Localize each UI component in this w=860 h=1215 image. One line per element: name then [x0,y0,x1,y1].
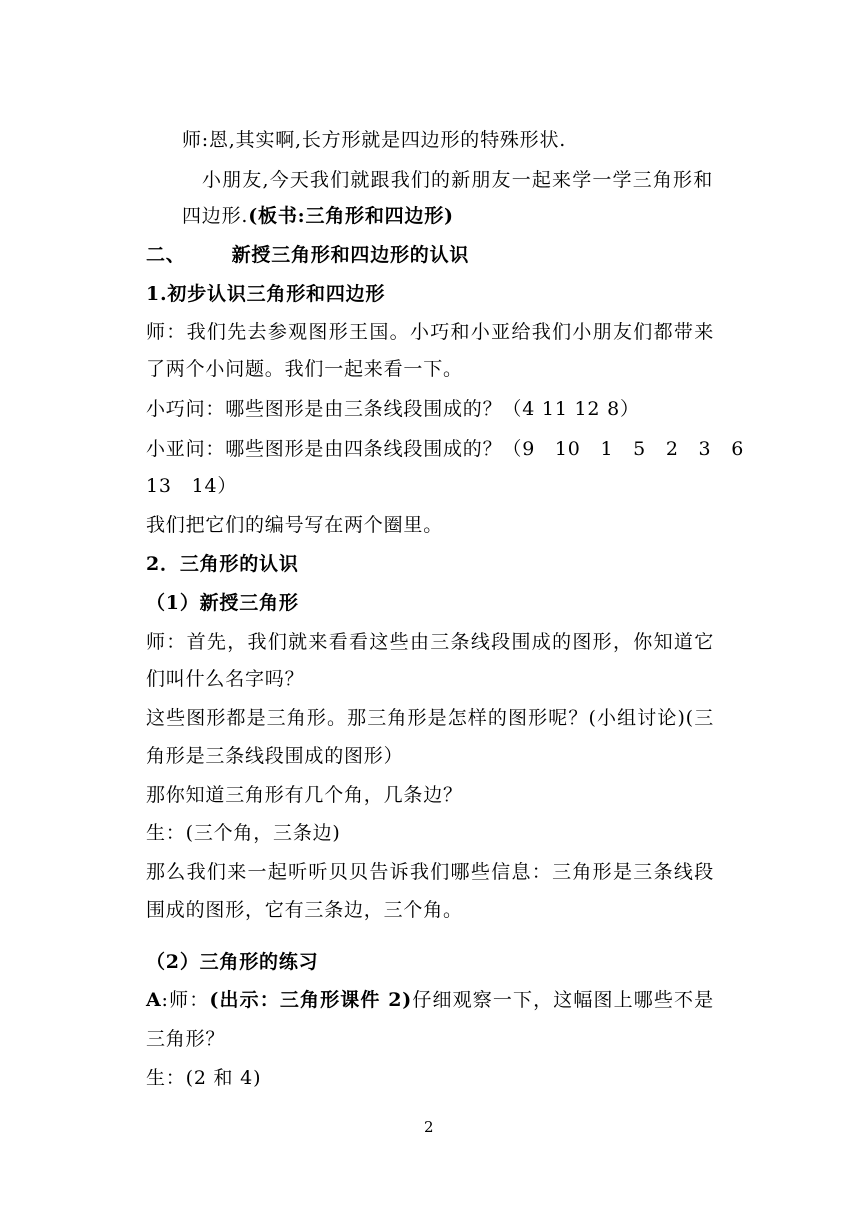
text-line [146,898,463,922]
text-line [146,667,304,691]
text-segment: 小朋友,今天我们就跟我们的新朋友一起来学一学三角形和 [202,169,713,191]
text-segment: 生：(2 和 4) [146,1067,262,1089]
text-line [146,630,714,654]
text-line [146,243,469,267]
text-segment: （2）三角形的练习 [146,951,319,973]
text-line [146,513,443,537]
text-line [146,282,385,306]
text-segment: 们叫什么名字吗？ [146,668,305,690]
text-line [146,320,714,344]
text-line [146,357,463,381]
text-line [146,988,714,1012]
text-segment: 三角形？ [146,1028,226,1050]
text-line [146,552,299,576]
text-segment: (出示：三角形课件 2) [209,989,413,1011]
text-line [146,860,714,884]
text-segment: A [146,989,162,1011]
text-segment: :师： [161,989,210,1011]
text-segment: 那么我们来一起听听贝贝告诉我们哪些信息：三角形是三条线段 [146,861,714,883]
page-number: 2 [424,1118,434,1136]
text-segment: 生：(三个角，三条边) [146,822,341,844]
text-line [182,128,566,152]
text-segment: 新授三角形和四边形的认识 [231,244,470,266]
text-segment: （1）新授三角形 [146,592,299,614]
text-segment: 角形是三条线段围成的图形） [146,745,404,767]
text-line [146,397,640,421]
text-segment: 我们把它们的编号写在两个圈里。 [146,514,444,536]
text-line [146,591,299,615]
text-line [146,474,237,498]
text-segment: (板书:三角形和四边形) [248,205,454,227]
text-segment: 四边形. [182,205,249,227]
text-segment: 2．三角形的认识 [146,553,299,575]
text-segment: 小亚问：哪些图形是由四条线段围成的？（9 10 1 5 2 3 6 [146,438,745,460]
text-segment: 了两个小问题。我们一起来看一下。 [146,358,463,380]
text-line [146,744,403,768]
text-segment: 这些图形都是三角形。那三角形是怎样的图形呢？(小组讨论)(三 [146,707,714,729]
text-segment: 小巧问：哪些图形是由三条线段围成的？（4 11 12 8） [146,398,640,420]
text-line [146,783,463,807]
text-segment: 围成的图形，它有三条边，三个角。 [146,899,463,921]
text-line [146,821,341,845]
text-segment: 1.初步认识三角形和四边形 [146,283,386,305]
text-segment: 仔细观察一下，这幅图上哪些不是 [412,989,714,1011]
text-segment: 师：我们先去参观图形王国。小巧和小亚给我们小朋友们都带来 [146,321,714,343]
text-segment: 13 14） [146,475,238,497]
text-segment: 二、 [146,244,186,266]
text-line [146,706,714,730]
text-line [202,168,713,192]
text-line [146,950,318,974]
text-segment: 那你知道三角形有几个角，几条边？ [146,784,463,806]
text-line [146,1066,261,1090]
text-segment: 师：首先，我们就来看看这些由三条线段围成的图形，你知道它 [146,631,714,653]
text-line [146,1027,225,1051]
text-segment: 师:恩,其实啊,长方形就是四边形的特殊形状. [182,129,567,151]
text-line [182,204,454,228]
text-line [146,437,745,461]
